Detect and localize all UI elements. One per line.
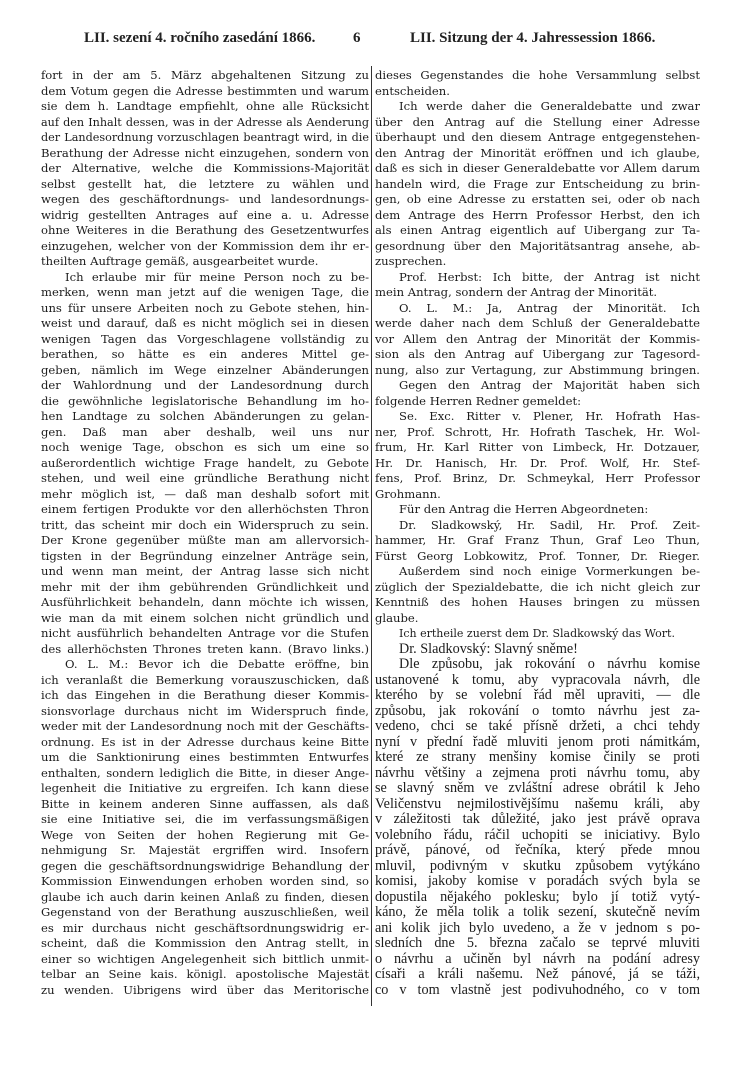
- text-line: O. L. M.: Bevor ich die Debatte eröffne, bin: [65, 657, 369, 671]
- text-line: Der Krone gegenüber müßte man am allervorsich-: [41, 533, 369, 547]
- text-line: Kenntniß des hohen Hauses bringen zu müssen: [375, 595, 700, 609]
- text-line: widrig gestellten Antrages auf eine a. u. Adresse: [41, 207, 369, 222]
- header-czech-title: LII. sezení 4. ročního zasedání 1866.: [84, 30, 316, 46]
- header-german-title: LII. Sitzung der 4. Jahressession 1866.: [410, 30, 656, 46]
- text-line: Ausführlichkeit behandeln, dann möchte ich wissen,: [41, 595, 369, 609]
- text-line: gegen die geschäftsordnungswidrige Behandlung der: [41, 858, 369, 873]
- text-line: káno, že měla tolik a tolik sezení, skutečně nevím: [375, 905, 700, 920]
- text-line: entscheiden.: [375, 83, 450, 98]
- text-line: fort in der am 5. März abgehaltenen Sitzung zu: [41, 68, 369, 82]
- text-line: wenigen Tagen das Vorgeschlagene vollständig zu: [41, 331, 369, 346]
- text-line: Prof. Herbst: Ich bitte, der Antrag ist nicht: [399, 269, 700, 284]
- text-line: einem fertigen Produkte vor den allerhöchsten Thron: [41, 502, 369, 516]
- text-line: ner, Prof. Schrott, Hr. Hofrath Taschek, Hr. Wol-: [375, 424, 700, 439]
- text-line: merken, wenn man jetzt auf die wenigen Tage, die: [41, 285, 369, 299]
- page-header: [0, 30, 750, 54]
- text-line: dopustila nějakého poklesku; bylo jí totiž vytý-: [375, 889, 700, 905]
- text-line: folgende Herren Redner gemeldet:: [375, 393, 582, 408]
- text-line: zu wenden. Uibrigens wird über das Meritorische: [41, 982, 369, 997]
- text-line: návrhu většiny a zejmena proti návrhu tomu, aby: [375, 765, 700, 781]
- text-line: Fürst Georg Lobkowitz, Prof. Tonner, Dr. Rieger.: [375, 548, 700, 563]
- text-line: Ich erlaube mir für meine Person noch zu be-: [65, 269, 369, 284]
- text-line: des allerhöchsten Thrones treten kann. (Bravo links.): [41, 641, 369, 656]
- text-line: enthalten, sondern lediglich die Bitte, in dieser Ange-: [41, 765, 369, 780]
- text-line: theilten Auftrage gemäß, ausgearbeitet wurde.: [41, 254, 319, 268]
- text-line: Hr. Dr. Hanisch, Hr. Dr. Prof. Wolf, Hr. Stef-: [375, 455, 700, 470]
- text-line: v záležitosti tak důležité, jako jest právě oprava: [375, 812, 700, 827]
- text-line: überhaupt und den diesem Antrage entgegenstehen-: [375, 130, 700, 144]
- text-line: gen. Daß man aber deshalb, weil uns nur: [41, 424, 369, 439]
- text-line: noch wenige Tage, obschon es sich um eine so: [41, 440, 369, 454]
- text-line: es mir durchaus nicht geschäftsordnungswidrig er-: [41, 920, 369, 935]
- text-line: scheint, daß die Kommission den Antrag stellt, in: [41, 936, 369, 950]
- text-line: gesordnung über den Majoritätsantrag ansehe, ab-: [375, 238, 700, 253]
- text-line: Dr. Sladkowský, Hr. Sadil, Hr. Prof. Zeit-: [399, 517, 700, 532]
- text-line: způsobu, jak rokování o tomto návrhu jest za-: [375, 703, 700, 719]
- text-line: ustanovené k tomu, aby vypracovala návrh, dle: [375, 672, 700, 688]
- text-line: o návrhu a učiněn byl návrh na podání adresy: [375, 951, 700, 967]
- text-line: stehen, und weil eine gründliche Berathung nicht: [41, 471, 369, 485]
- text-line: sion als den Antrag auf Uibergang zur Tagesord-: [375, 347, 700, 361]
- text-line: züglich der Spezialdebatte, die ich nicht gleich zur: [375, 579, 700, 594]
- text-line: der Alternative, welche die Kommissions-Majorität: [41, 161, 369, 175]
- text-line: nicht ausführlich behandelten Antrage vor die Stufen: [41, 626, 369, 640]
- text-line: weist und darauf, daß es nicht möglich sei in diesen: [41, 316, 369, 330]
- text-line: volebního řádu, ráčil uchopiti se iniciativy. Bylo: [375, 827, 700, 843]
- text-line: nung, also zur Vertagung, zur Abstimmung bringen.: [375, 362, 700, 377]
- text-line: Grohmann.: [375, 486, 441, 501]
- text-line: Ich ertheile zuerst dem Dr. Sladkowský das Wort.: [399, 627, 675, 640]
- text-line: dem Antrage des Herrn Professor Herbst, den ich: [375, 207, 700, 222]
- text-line: der Landesordnung vorzuschlagen beantragt wird, in die: [41, 131, 369, 144]
- text-line: Für den Antrag die Herren Abgeordneten:: [399, 502, 649, 516]
- text-line: wie man da mit einem solchen nicht gründlich und: [41, 610, 369, 625]
- text-line: sie eine Initiative sei, die im verfassungsmäßigen: [41, 812, 369, 826]
- text-line: dem Votum gegen die Adresse bestimmten und warum: [41, 83, 369, 98]
- text-line: Kommission Einwendungen erhoben worden sind, so: [41, 874, 369, 888]
- text-line: gen, ob eine Adresse zu erstatten sei, oder ob nach: [375, 192, 700, 206]
- text-line: glaube ich auch darin keinen Anlaß zu finden, diesen: [41, 889, 369, 904]
- text-line: einer so wichtigen Angelegenheit sich bittlich unmit-: [41, 951, 369, 966]
- text-line: Berathung der Adresse nicht einzugehen, sondern von: [41, 145, 369, 160]
- text-line: Bitte in keinem anderen Sinne auffassen, als daß: [41, 796, 369, 811]
- text-line: tigsten in der Begründung einzelner Anträge sein,: [41, 548, 369, 563]
- text-line: ich das Eingehen in die Berathung dieser Kommis-: [41, 688, 369, 702]
- text-line: den Antrag der Minorität eröffnen und ich glaube,: [375, 145, 700, 160]
- page-number: 6: [353, 30, 361, 46]
- text-line: über den Antrag auf die Stellung einer Adresse: [375, 114, 700, 129]
- text-line: mehr möglich ist, — daß man deshalb sofort mit: [41, 486, 369, 501]
- text-line: legenheit die Initiative zu ergreifen. Ich kann diese: [41, 781, 369, 795]
- text-line: zusprechen.: [375, 254, 447, 268]
- text-line: um die Sanktionirung eines bestimmten Entwurfes: [41, 750, 369, 764]
- text-line: hen Landtage zu solchen Abänderungen zu gelan-: [41, 409, 369, 423]
- text-line: uns für unsere Arbeiten noch zu Gebote stehen, hin-: [41, 300, 369, 315]
- text-line: weder mit der Landesordnung noch mit der Geschäfts-: [41, 719, 369, 733]
- text-line: vedeno, chci se také přísně držeti, a chci tehdy: [375, 719, 700, 734]
- text-line: tritt, das scheint mir doch ein Widerspruch zu sein.: [41, 517, 369, 532]
- text-line: nyní v přední řadě mluviti jenom proti námitkám,: [375, 734, 700, 750]
- column-divider: [371, 66, 372, 1006]
- text-line: ohne Weiteres in die Berathung des Gesetzentwurfes: [41, 223, 369, 237]
- text-line: geben, nämlich im Wege einzelner Abänderungen: [41, 362, 369, 377]
- text-line: Wege von Seiten der hohen Regierung mit Ge-: [41, 827, 369, 842]
- text-line: mehr mit der ihm gebührenden Gründlichkeit und: [41, 579, 369, 594]
- text-line: císaři a králi našemu. Než pánové, já se táži,: [375, 967, 700, 982]
- text-line: selbst gestellt hat, die letztere zu wählen und: [41, 176, 369, 191]
- text-line: die gewöhnliche legislatorische Behandlung im ho-: [41, 393, 369, 408]
- text-line: mluvil, podivným v skutku způsobem vytýkáno: [375, 858, 700, 874]
- text-line: Dr. Sladkovský: Slavný sněme!: [399, 641, 578, 657]
- text-line: frum, Hr. Karl Ritter von Limbeck, Hr. Dotzauer,: [375, 440, 700, 454]
- text-line: Gegen den Antrag der Majorität haben sich: [399, 378, 700, 392]
- text-line: O. L. M.: Ja, Antrag der Minorität. Ich: [399, 300, 700, 315]
- text-line: telbar an Seine kais. königl. apostolische Majestät: [41, 967, 369, 981]
- text-line: wegen des geschäftordnungs- und landesordnungs-: [41, 192, 369, 206]
- text-line: handeln wird, die Frage zur Entscheidung zu brin-: [375, 176, 700, 191]
- text-line: právě, pánové, od řečníka, který přede mnou: [375, 843, 700, 858]
- text-line: ordnung. Es ist in der Adresse durchaus keine Bitte: [41, 734, 369, 749]
- text-line: Dle způsobu, jak rokování o návrhu komise: [399, 657, 700, 672]
- text-line: werde daher nach dem Schluß der Generaldebatte: [375, 316, 700, 330]
- text-line: auf den Inhalt dessen, was in der Adresse als Aenderung: [41, 115, 369, 129]
- text-line: Se. Exc. Ritter v. Plener, Hr. Hofrath Has-: [399, 409, 700, 423]
- text-line: se slavný sněm ve zvláštní adrese obrátil k Jeho: [375, 781, 700, 796]
- text-line: nehmigung Sr. Majestät ergriffen wird. Insofern: [41, 843, 369, 857]
- text-line: der Wahlordnung und der Landesordnung durch: [41, 378, 369, 392]
- text-line: ich veranlaßt die Bemerkung vorauszuschicken, daß: [41, 672, 369, 687]
- text-line: sledních dne 5. března začalo se teprvé mluviti: [375, 936, 700, 951]
- text-line: které ze strany menšiny komise činily se proti: [375, 750, 700, 765]
- text-line: Außerdem sind noch einige Vormerkungen be-: [399, 564, 700, 578]
- text-line: und wenn man meint, der Antrag lasse sich nicht: [41, 564, 369, 578]
- text-line: komisi, jakoby komise v poradách svých byla se: [375, 874, 700, 889]
- text-line: daß es sich in dieser Generaldebatte vor Allem darum: [375, 161, 700, 175]
- text-line: mein Antrag, sondern der Antrag der Minorität.: [375, 285, 658, 299]
- text-line: co v tom vlastně jest podivuhodného, co v tom: [375, 982, 700, 998]
- text-line: einzugehen, welcher von der Kommission dem ihr er-: [41, 238, 369, 253]
- text-line: Gegenstand von der Berathung auszuschließen, weil: [41, 905, 369, 919]
- text-line: Veličenstvu nejmilostivějšímu našemu králi, aby: [375, 796, 700, 812]
- text-line: ani kolik jich bylo uvedeno, a že v jednom s po-: [375, 920, 700, 936]
- text-line: als einen Antrag eigentlich auf Uibergang zur Ta-: [375, 223, 700, 237]
- text-line: außerordentlich wichtige Frage handelt, zu Gebote: [41, 455, 369, 470]
- text-line: Ich werde daher die Generaldebatte und zwar: [399, 99, 700, 113]
- text-line: glaube.: [375, 610, 419, 625]
- text-line: vor Allem den Antrag der Minorität der Kommis-: [375, 331, 700, 346]
- text-line: hammer, Hr. Graf Franz Thun, Graf Leo Thun,: [375, 533, 700, 547]
- text-line: fens, Prof. Brinz, Dr. Schmeykal, Herr Professor: [375, 471, 700, 485]
- right-column-text: [375, 68, 700, 998]
- text-line: sionsvorlage durchaus nicht im Widerspruch finde,: [41, 703, 369, 718]
- text-line: berathen, so hätte es ein anderes Mittel ge-: [41, 347, 369, 361]
- text-line: dieses Gegenstandes die hohe Versammlung selbst: [375, 68, 700, 82]
- left-column-german-text: [41, 68, 369, 998]
- text-line: kterého by se volební řád měl upraviti, — dle: [375, 688, 700, 703]
- text-line: sie dem h. Landtage empfiehlt, ohne alle Rücksicht: [41, 99, 369, 113]
